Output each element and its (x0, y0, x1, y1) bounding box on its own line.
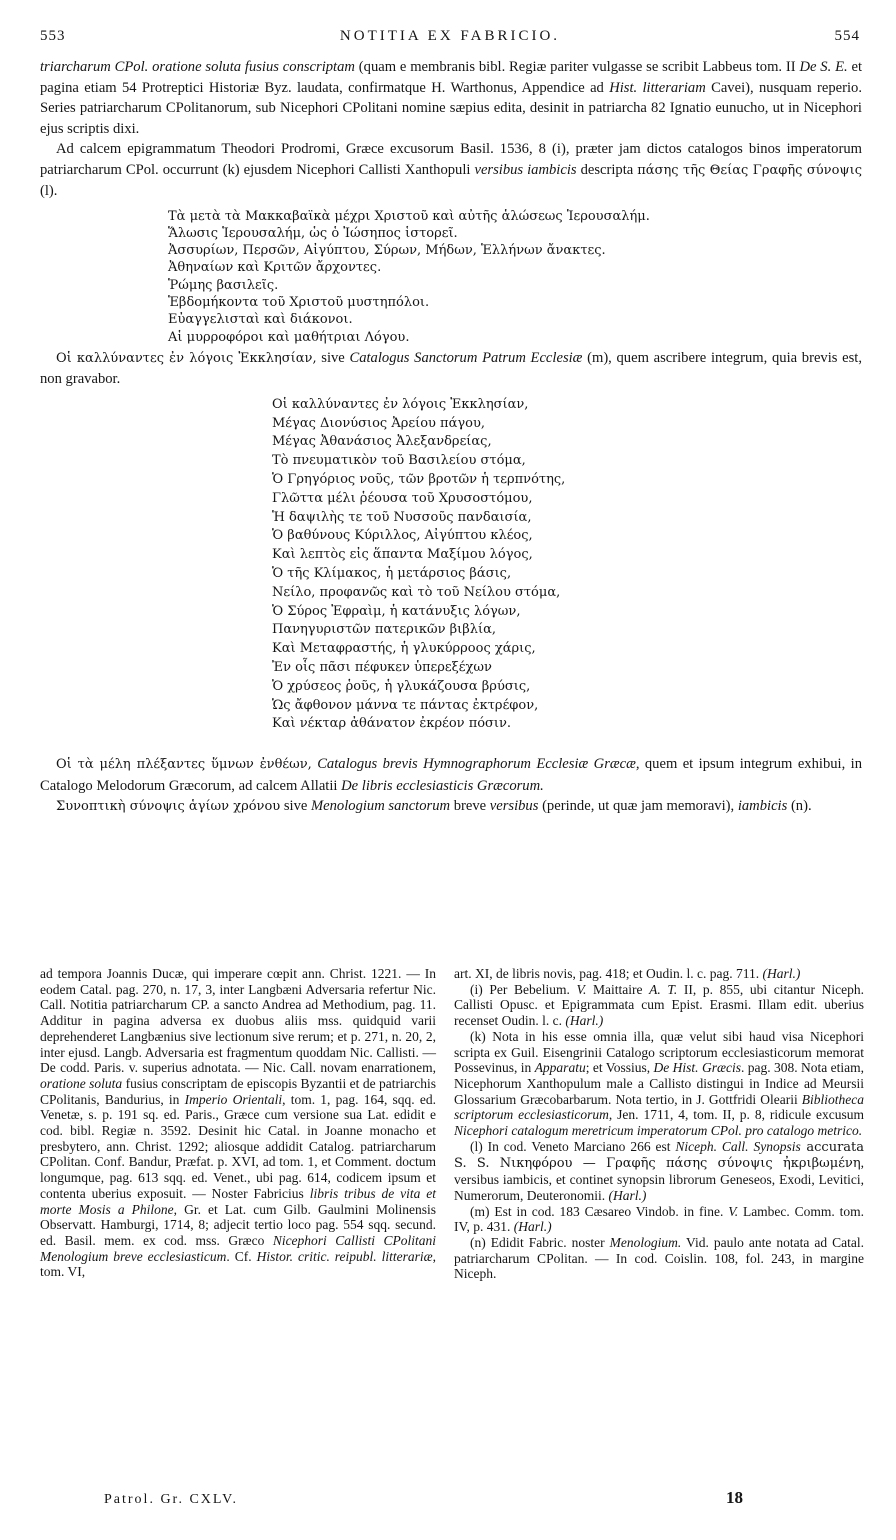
italic-text: Catalogus Sanctorum Patrum Ecclesiæ (349, 349, 583, 366)
italic-text: De S. E. (799, 59, 848, 75)
italic-text: De libris ecclesiasticis Græcorum. (341, 777, 544, 794)
text-run: breve (450, 798, 490, 815)
text-run: (k) Nota in his esse omnia illa, quæ velut sibi haud visa Nicephori scripta ex Guil. Eisengrinii Catalogo scriptorum ecclesiasticorum memorat Possevinus, in (454, 1028, 864, 1076)
poem-line: Ὁ Σύρος Ἐφραὶμ, ἡ κατάνυξις λόγων, (272, 603, 521, 619)
italic-text: V. (576, 981, 587, 997)
greek-poem (272, 396, 862, 734)
text-run: , tom. VI, (40, 1248, 437, 1280)
italic-text: (Harl.) (762, 966, 801, 981)
paragraph-1 (40, 57, 862, 139)
page-number-right: 554 (834, 28, 860, 44)
italic-text: Nicephori catalogum meretricum imperatorum CPol. pro catalogo metrico. (454, 1123, 863, 1139)
text-run: , Gr. et Lat. cum Gilb. Gaulmini Molinensis Observatt. Hamburgi, 1714, 8; adjecit tertio loco pag. 554 sqq. secund. ed. Basil. mem. ex cod. mss. Græco (40, 1201, 436, 1248)
poem-line: Μέγας Διονύσιος Ἀρείου πάγου, (272, 415, 486, 431)
italic-text: Imperio Orientali (184, 1091, 283, 1107)
text-run: ; et Vossius, (585, 1060, 654, 1076)
paragraph-4 (40, 754, 862, 796)
text-run: Cavei), nusquam reperio. Series patriarcharum CPolitanorum, sub Nicephori CPolitani nomine sæpius edita, desinit in patriarcha 82 Ignatio eunucho, ut in Nicephori ejus scriptis dixi. (40, 79, 862, 137)
footnotes-right-column (454, 966, 864, 1282)
italic-text: Niceph. Call. Synopsis (675, 1138, 801, 1154)
footnote-l (454, 1139, 864, 1204)
text-run: (n). (787, 798, 812, 815)
text-run: et pagina etiam 54 Protreptici Historiæ Byz. laudata, confirmatque H. Warthonus, Appendice ad (40, 59, 863, 96)
verse-line: Ἅλωσις Ἱερουσαλήμ, ὡς ὁ Ἰώσηπος ἱστορεῖ. (168, 225, 458, 241)
poem-line: Μέγας Ἀθανάσιος Ἀλεξανδρείας, (272, 434, 492, 450)
text-run: art. XI, de libris novis, pag. 418; et Oudin. l. c. pag. 711. (454, 966, 763, 981)
poem-line: Ὁ βαθύνους Κύριλλος, Αἰγύπτου κλέος, (272, 528, 533, 544)
footer-signature: Patrol. Gr. CXLV. (104, 1492, 238, 1507)
footnotes-left-column (40, 966, 436, 1280)
poem-line: Νείλο, προφανῶς καὶ τὸ τοῦ Νείλου στόμα, (272, 584, 561, 600)
greek-title: Οἱ τὰ μέλη πλέξαντες ὕμνων ἐνθέων, (56, 757, 312, 773)
text-run: , Jen. 1711, 4, tom. II, p. 8, ridicule excusum (608, 1107, 864, 1123)
verse-line: Ἀθηναίων καὶ Κριτῶν ἄρχοντες. (168, 260, 382, 276)
italic-text: Bibliotheca scriptorum ecclesiasticorum (454, 1091, 864, 1123)
verse-line: Ῥώμης βασιλεῖς. (168, 277, 279, 293)
text-run: sive (316, 349, 350, 366)
greek-title: πάσης τῆς Θείας Γραφῆς σύνοψις (637, 162, 862, 178)
text-run: , versibus iambicis, et continet synopsin librorum Geneseos, Exodi, Levitici, Numerorum, Deuteronomii. (454, 1155, 864, 1203)
footnote-k (454, 1029, 864, 1139)
italic-text: (Harl.) (608, 1187, 647, 1203)
poem-line: Πανηγυριστῶν πατερικῶν βιβλία, (272, 622, 497, 638)
verse-line: Ἑβδομήκοντα τοῦ Χριστοῦ μυστηπόλοι. (168, 294, 430, 310)
verse-line: Εὐαγγελισταὶ καὶ διάκονοι. (168, 312, 353, 328)
text-run: Ad calcem epigrammatum Theodori Prodromi, Græce excusorum Basil. 1536, 8 (i), præter jam dictos catalogos binos imperatorum patriarcharum CPol. occurrunt (k) ejusdem Nicephori Callisti Xanthopuli (40, 141, 862, 178)
paragraph-5 (40, 796, 862, 818)
italic-text: triarcharum CPol. oratione soluta fusius conscriptam (40, 59, 355, 75)
italic-text: Histor. critic. reipubl. litterariæ (256, 1248, 433, 1264)
footnote-m (454, 1204, 864, 1235)
text-run: Lambec. Comm. tom. IV, p. 431. (454, 1203, 864, 1235)
text-run: (m) Est in cod. 183 Cæsareo Vindob. in fine. (470, 1203, 729, 1219)
italic-text: (Harl.) (513, 1219, 552, 1235)
italic-text: (Harl.) (565, 1013, 604, 1029)
paragraph-3 (40, 348, 862, 390)
italic-text: V. (728, 1203, 739, 1219)
running-head (40, 28, 860, 48)
poem-line: Ἐν οἷς πᾶσι πέφυκεν ὑπερεξέχων (272, 660, 492, 676)
verse-line: Αἱ μυρροφόροι καὶ μαθήτριαι Λόγου. (168, 329, 410, 345)
italic-text: A. T. (649, 981, 678, 997)
greek-text: accurata S. S. Νικηφόρου — Γραφῆς πάσης σύνοψις ἠκριβωμένη (454, 1139, 865, 1172)
text-run: quem et ipsum integrum exhibui, in Catalogo Melodorum Græcorum, ad calcem Allatii (40, 756, 862, 794)
poem-line: Οἱ καλλύναντες ἐν λόγοις Ἐκκλησίαν, (272, 396, 529, 412)
text-run: (l) In cod. Veneto Marciano 266 est (470, 1138, 676, 1154)
greek-verse-list (168, 208, 862, 346)
poem-line: Ὁ χρύσεος ῥοῦς, ἡ γλυκάζουσα βρύσις, (272, 678, 531, 694)
text-run: (perinde, ut quæ jam memoravi), (538, 798, 738, 815)
text-run: ad tempora Joannis Ducæ, qui imperare cœpit ann. Christ. 1221. — In eodem Catal. pag. 270, n. 17, 3, inter Langbæni Adversaria refertur Nic. Call. Notitia patriarcharum CP. a sancto Andrea ad Methodium, pag. 11. Additur in pagina adversa ex duobus aliis mss. quidquid varii deprehenderet Langbænius sive lectionum sive rerum; et p. 271, n. 20, 2, inter ejusd. Langb. Adversaria est fragmentum quoddam Nic. Callisti. — De codd. Paris. v. superius adnotata. — Nic. Call. novam enarrationem, (40, 966, 436, 1076)
poem-line: Καὶ λεπτὸς εἰς ἅπαντα Μαξίμου λόγος, (272, 547, 533, 563)
poem-line: Καὶ Μεταφραστής, ἡ γλυκύρροος χάρις, (272, 641, 536, 657)
italic-text: Apparatu (534, 1060, 586, 1076)
poem-line: Καὶ νέκταρ ἀθάνατον ἐκρέον πόσιν. (272, 716, 512, 732)
text-run: (quam e membranis bibl. Regiæ pariter vulgasse se scribit Labbeus tom. II (354, 59, 800, 75)
italic-text: libris tribus de vita et morte Mosis a Philone (40, 1185, 437, 1217)
footnote-i (454, 982, 864, 1029)
text-run: . pag. 308. Nota etiam, Nicephorum Xanthopulum male a Callisto distingui in Indice ad Meursii Glossarium Græcobarbarum. Nota tertio, in J. Gottfridi Olearii (454, 1060, 864, 1107)
text-run: , tom. 1, pag. 164, sqq. ed. Venetæ, s. p. 191 sq. ed. Paris., Græce cum versione sua Lat. edidit e cod. bibl. Regiæ n. 3592. Desinit hic Catal. in Joanne monacho et presbytero, ann. Christ. 1292; aliosque addidit Catalog. patriarcharum CPolitan. Conf. Bandur, Præfat. p. XVI, ad tom. 1, et Comment. doctum longumque, pag. 613 sqq. ed. Venet., ubi pag. 614, codicem ipsum et contenta uberius exposuit. — Noster Fabricius (40, 1091, 436, 1201)
text-run: (l). (40, 183, 58, 199)
footnote-continuation (40, 966, 436, 1280)
poem-line: Ὡς ἄφθονον μάννα τε πάντας ἐκτρέφον, (272, 697, 539, 713)
running-title: NOTITIA EX FABRICIO. (339, 28, 561, 44)
italic-text: oratione soluta (40, 1075, 123, 1091)
italic-text: Menologium. (609, 1234, 682, 1250)
poem-line: Τὸ πνευματικὸν τοῦ Βασιλείου στόμα, (272, 453, 526, 469)
italic-text: De Hist. Græcis (653, 1060, 741, 1076)
footnote-n (454, 1235, 864, 1282)
italic-text: Nicephori Callisti CPolitani Menologium breve ecclesiasticum (40, 1232, 436, 1264)
text-run: II, p. 855, ubi citantur Niceph. Callisti Opusc. et Epigrammata cum Epist. Erasmi. Illam edit. uberius recenset Oudin. l. c. (454, 981, 864, 1029)
text-run: Maittaire (586, 981, 650, 997)
greek-title: Οἱ καλλύναντες ἐν λόγοις Ἐκκλησίαν, (56, 350, 317, 366)
text-run: sive (280, 798, 311, 815)
page-number-left: 553 (40, 28, 66, 44)
paragraph-2 (40, 139, 862, 202)
verse-line: Ἀσσυρίων, Περσῶν, Αἰγύπτου, Σύρων, Μήδων, Ἑλλήνων ἄνακτες. (168, 243, 606, 259)
main-text (40, 57, 862, 818)
italic-text: Menologium sanctorum (311, 798, 451, 815)
poem-line: Ὁ τῆς Κλίμακος, ἡ μετάρσιος βάσις, (272, 566, 512, 582)
text-run: fusius conscriptam de episcopis Byzantii et de patriarchis CPolitanis, Bandurius, in (40, 1075, 436, 1107)
text-run: descripta (576, 161, 638, 178)
text-run: Vid. paulo ante notata ad Catal. patriarcharum CPolitan. — In cod. Coislin. 108, fol. 243, in margine Niceph. (454, 1234, 864, 1282)
greek-title: Συνοπτικὴ σύνοψις ἁγίων χρόνου (56, 799, 281, 815)
poem-line: Γλῶττα μέλι ῥέουσα τοῦ Χρυσοστόμου, (272, 490, 533, 506)
footer-sheet-number: 18 (726, 1488, 743, 1507)
footnote-continuation (454, 966, 864, 982)
text-run: (i) Per Bebelium. (470, 981, 577, 997)
italic-text: versibus (489, 798, 539, 815)
italic-text: Catalogus brevis Hymnographorum Ecclesiæ Græcæ, (317, 756, 640, 773)
text-run: (m), quem ascribere integrum, quia brevis est, non gravabor. (40, 349, 862, 388)
italic-text: versibus iambicis (474, 161, 577, 178)
poem-line: Ὁ Γρηγόριος νοῦς, τῶν βροτῶν ἡ τερπνότης, (272, 472, 566, 488)
italic-text: iambicis (737, 798, 788, 815)
text-run: . Cf. (226, 1248, 257, 1264)
verse-line: Τὰ μετὰ τὰ Μακκαβαϊκὰ μέχρι Χριστοῦ καὶ αὐτῆς ἁλώσεως Ἱερουσαλήμ. (168, 208, 650, 224)
italic-text: Hist. litterariam (609, 79, 706, 96)
text-run: (n) Edidit Fabric. noster (470, 1234, 610, 1250)
poem-line: Ἡ δαψιλὴς τε τοῦ Νυσσοῦς πανδαισία, (272, 509, 532, 525)
